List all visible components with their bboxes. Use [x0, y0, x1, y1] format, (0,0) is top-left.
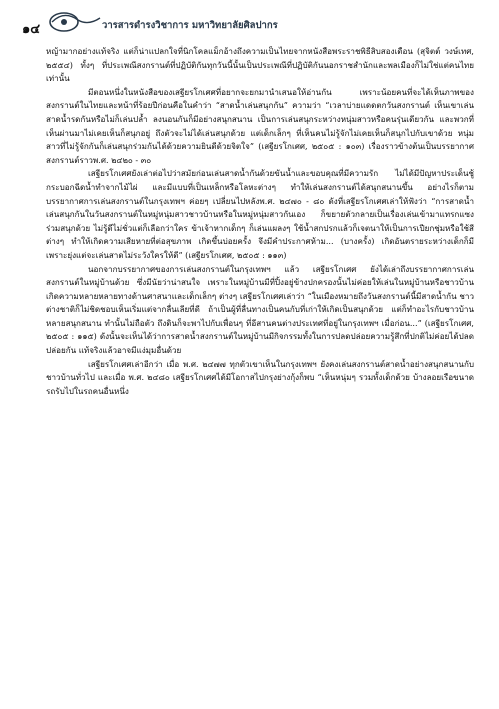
page-header [22, 8, 482, 38]
journal-title: วารสารดำรงวิชาการ มหาวิทยาลัยศิลปากร [102, 20, 278, 31]
paragraph: มีตอนหนึ่งในหนังสือของเสฐียรโกเศศที่อยากจะยกมานำเสนอให้อ่านกัน เพราะน้อยคนที่จะได้เห็นภาพของสงกรานต์ในไทยและหน้าที่ร้อยปีก่อนคือในคำว่า “สาดน้ำเล่นสนุกกัน” ความว่า “เวลาบ่ายแดดตกวันสงกรานต์ เห็นเขาเล่นสาดน้ำรดกันหรือไม่ก็เล่นปล้ำ ลงนอนกันก็มีอย่างสนุกสนาน เป็นการเล่นสนุกระหว่างหนุ่มสาวหรือคนรุ่นเดียวกัน และพวกที่เห็นผ่านมาไม่เคยเห็นก็สนุกอยู่ ถึงตัวจะไม่ได้เล่นสนุกด้วย แต่เด็กเล็กๆ ที่เห็นคนไม่รู้จักไม่เคยเห็นก็สนุกไปกับเขาด้วย หนุ่มสาวที่ไม่รู้จักกันก็เล่นสนุกร่วมกันได้ด้วยความยินดีด้วยจิตใจ” (เสฐียรโกเศศ, ๒๕๐๕ : ๑๐๓) เรื่องราวข้างต้นเป็นบรรยากาศสงกรานต์ราวพ.ศ. ๒๔๒๐ - ๓๐ [46, 86, 474, 165]
paragraph: หญ้ามากอย่างแท้จริง แต่ก็น่าแปลกใจที่นิกโคลแม็กอ้างถึงความเป็นไทยจากหนังสือพระราชพิธีสิบสองเดือน (สุจิตต์ วงษ์เทศ, ๒๕๕๔) ทั้งๆ ที่ประเพณีสงกรานต์ที่ปฏิบัติกันทุกวันนี้นั้นเป็นประเพณีที่ปฏิบัติกันนอกราชสำนักและพลเมืองก็ไม่ใช่แต่คนไทยเท่านั้น [46, 46, 474, 84]
paragraph: นอกจากบรรยากาศของการเล่นสงกรานต์ในกรุงเทพฯ แล้ว เสฐียรโกเศศ ยังได้เล่าถึงบรรยากาศการเล่นสงกรานต์ในหมู่บ้านด้วย ซึ่งมีนัยว่าน่าสนใจ เพราะในหมู่บ้านมีที่ปิ้งอยู่ข้างปกครองนั้นไม่ค่อยให้เล่นในหมู่บ้านหรือชาวบ้านเกิดความหลายหลายทางด้านศาสนาและเด็กเล็กๆ ต่างๆ เสฐียรโกเศศเล่าว่า “ในเมืองหมายถึงวันสงกรานต์นี้มีสาดน้ำกัน ชาวต่างชาติก็ไม่ชิดชอบเห็นเริ่มแต่จากลื่นเลียที่ดี ถ้าเป็นผู้ที่ลื่นทางเป็นคนกับที่เก่าให้เกิดเป็นสนุกด้วย แต่ก็ทำอะไรกับชาวบ้านหลายสนุกสนาน ทำนั้นไม่ถือตัว ถึงดินก็จะพาไปกับเพื่อนๆ ที่อีสานคนต่างประเทศที่อยู่ในกรุงเทพฯ เมื่อก่อน...” (เสฐียรโกเศศ, ๒๕๐๕ : ๑๑๕) ดังนั้นจะเห็นได้ว่าการสาดน้ำสงกรานต์ในหมู่บ้านมีกิจกรรมทั้งในการปลดปล่อยความรู้สึกที่ปกติไม่ค่อยได้ปลดปล่อยกัน แท้จริงแล้วอาจมีแง่มุมอื่นด้วย [46, 263, 474, 356]
page-number: ๑๔ [22, 22, 41, 37]
article-body [46, 45, 474, 398]
journal-logo-icon [44, 8, 102, 34]
paragraph: เสฐียรโกเศศยังเล่าต่อไปว่าสมัยก่อนเล่นสาดน้ำกันด้วยขันน้ำและขอบคุณที่มีความรัก ไม่ได้มีปัญหาประเด็นชู้กระบอกฉีดน้ำทำจากไม้ไผ่ และมีแบบที่เป็นเหล็กหรือโลหะต่างๆ ทำให้เล่นสงกรานต์ได้สนุกสนานขึ้น อย่างไรก็ตาม บรรยากาศการเล่นสงกรานต์ในกรุงเทพฯ ค่อยๆ เปลี่ยนไปหลังพ.ศ. ๒๔๗๐ - ๘๐ ดังที่เสฐียรโกเศศเล่าให้ฟังว่า “การสาดน้ำเล่นสนุกกันในวันสงกรานต์ในหมู่หนุ่มสาวชาวบ้านหรือในหมู่หนุ่มสาวกันเอง ก็ขยายตัวกลายเป็นเรื่องเล่นเข้ามาแทรกแซงร่วมสนุกด้วย ไม่รู้ดีไม่ชั่วแต่ก็เลือกว่าใคร ข้าเจ้าหากเด็กๆ ก็เล่นแผลงๆ ใช้น้ำสกปรกแล้วก็เจตนาให้เป็นการเปียกชุ่มหรือใช้สีต่างๆ ทำให้เกิดความเสียหายที่ต่อสุขภาพ เกิดขึ้นบ่อยครั้ง จึงมีคำประกาศห้าม... (บางครั้ง) เกิดอันตรายระหว่างเด็กก็มี เพราะยุ่งแต่จะเล่นสาดไม่ระวังใครให้ดี” (เสฐียรโกเศศ, ๒๕๐๕ : ๑๑๓) [46, 168, 474, 260]
paragraph: เสฐียรโกเศศเล่าอีกว่า เมื่อ พ.ศ. ๒๔๗๗ ทุกตัวเขาเห็นในกรุงเทพฯ ยังคงเล่นสงกรานต์สาดน้ำอย่างสนุกสนานกับชาวบ้านทั่วไป และเมื่อ พ.ศ. ๒๔๘๐ เสฐียรโกเศศได้มีโอกาสไปกรุงย่างกุ้งก็พบ “เห็นหนุ่มๆ รวมทั้งเด็กด้วย บ้างลอยเรือขนาดรถรับไปในรถคนอื่นหนึ่ง [46, 358, 474, 396]
